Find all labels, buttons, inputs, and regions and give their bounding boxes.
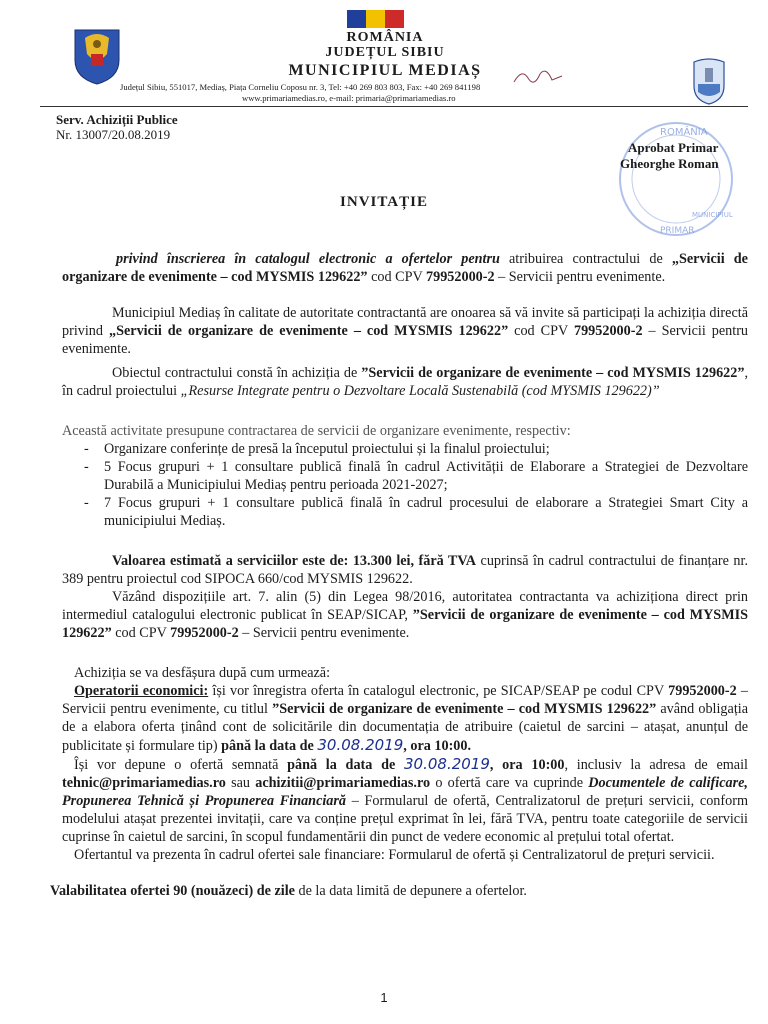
offer-contents-paragraph: Ofertantul va prezenta în cadrul ofertei sale financiare: Formularul de ofertă și Centralizatorul de prețuri servicii. [74, 847, 715, 863]
submission-paragraph: Își vor depune o ofertă semnată până la data de 30.08.2019, ora 10:00, inclusiv la adresa de email tehnic@primariamedias.ro sau achizitii@primariamedias.ro o ofertă care va cuprinde Documentele de calificare, Propunerea Tehnică și Propunerea Financiară – Formularul de ofertă, Centralizatorul de prețuri servicii, conform modelului atașat prezentei invitații, care va conține prețul exprimat în lei, fără TVA, pentru toate categoriile de servicii cuprinse în caietul de sarcini, în scopul fundamentării din punct de vedere economic al prețului total ofertat. [62, 755, 748, 845]
activities-intro: Această activitate presupune contractarea de servicii de organizare evenimente, respectiv: [62, 423, 571, 439]
romania-coat-of-arms-icon [72, 24, 122, 86]
mayor-stamp-icon [596, 117, 746, 242]
registration-number: Nr. 13007/20.08.2019 [56, 127, 171, 142]
signature-mark-icon [512, 64, 564, 88]
document-title: INVITAȚIE [340, 194, 428, 210]
object-paragraph: Obiectul contractului constă în achiziția de ”Servicii de organizare de evenimente – cod MYSMIS 129622”, în cadrul proiectului „Resurse Integrate pentru o Dezvoltare Locală Sustenabilă (cod MYSMIS 129622)” [62, 365, 748, 399]
list-item: - 7 Focus grupuri + 1 consultare publică finală în cadrul procesului de elaborare a Strategiei Smart City a municipiului Mediaș. [62, 494, 748, 530]
county-heading: JUDEȚUL SIBIU [325, 45, 445, 60]
list-item: - 5 Focus grupuri + 1 consultare publică finală în cadrul Activității de Elaborare a Strategiei de Dezvoltare Durabilă a Municipiului Mediaș pentru perioada 2021-2027; [62, 458, 748, 494]
approval-title: Aprobat Primar [628, 140, 719, 155]
romania-flag-icon [347, 10, 404, 28]
country-heading: ROMÂNIA [346, 30, 424, 45]
header-web-email: www.primariamedias.ro, e-mail: primaria@primariamedias.ro [242, 93, 456, 103]
validity-paragraph: Valabilitatea ofertei 90 (nouăzeci) de zile de la data limită de depunere a ofertelor. [50, 883, 527, 899]
intro-paragraph: privind înscrierea în catalogul electronic a ofertelor pentru atribuirea contractului de „Servicii de organizare de evenimente – cod MYSMIS 129622” cod CPV 79952000-2 – Servicii pentru evenimente. [62, 251, 748, 285]
header-address: Județul Sibiu, 551017, Mediaș, Piața Corneliu Coposu nr. 3, Tel: +40 269 803 803, Fax: +40 269 841198 [120, 82, 481, 92]
activities-list [62, 440, 748, 530]
stamp-side-text: MUNICIPIUL [692, 211, 733, 219]
procedure-intro: Achiziția se va desfășura după cum urmează: [74, 665, 331, 681]
operators-paragraph: Operatorii economici: își vor înregistra oferta în catalogul electronic, pe SICAP/SEAP pe codul CPV 79952000-2 – Servicii pentru evenimente, cu titlul ”Servicii de organizare de evenimente – cod MYSMIS 129622” având obligația de a elabora oferta ținând cont de solicitările din documentația de atribuire (caietul de sarcini – atașat, anunțul de publicitate și formulare tip) până la data de 30.08.2019, ora 10:00. [62, 683, 749, 754]
department-label: Serv. Achiziții Publice [56, 112, 178, 127]
stamp-bottom-text: PRIMAR [660, 226, 695, 236]
medias-coat-of-arms-icon [688, 56, 730, 106]
invitation-paragraph: Municipiul Mediaș în calitate de autoritate contractantă are onoarea să vă invite să participați la achiziția directă privind „Servicii de organizare de evenimente – cod MYSMIS 129622” cod CPV 79952000-2 – Servicii pentru evenimente. [62, 305, 749, 357]
approval-name: Gheorghe Roman [620, 156, 719, 171]
header-divider [40, 106, 748, 107]
document-body [50, 250, 749, 900]
municipality-heading: MUNICIPIUL MEDIAȘ [288, 62, 482, 79]
legal-basis-paragraph: Văzând dispozițiile art. 7. alin (5) din Legea 98/2016, autoritatea contractanta va achiziționa direct prin intermediul catalogului electronic publicat în SEAP/SICAP, ”Servicii de organizare de evenimente – cod MYSMIS 129622” cod CPV 79952000-2 – Servicii pentru evenimente. [62, 589, 749, 641]
estimated-value-paragraph: Valoarea estimată a serviciilor este de: 13.300 lei, fără TVA cuprinsă în cadrul contractului de finanțare nr. 389 pentru proiectul cod SIPOCA 660/cod MYSMIS 129622. [62, 553, 748, 587]
stamp-top-text: ROMÂNIA [660, 127, 708, 138]
list-item: - Organizare conferințe de presă la începutul proiectului și la finalul proiectului; [62, 440, 748, 458]
page-number: 1 [380, 990, 388, 1005]
